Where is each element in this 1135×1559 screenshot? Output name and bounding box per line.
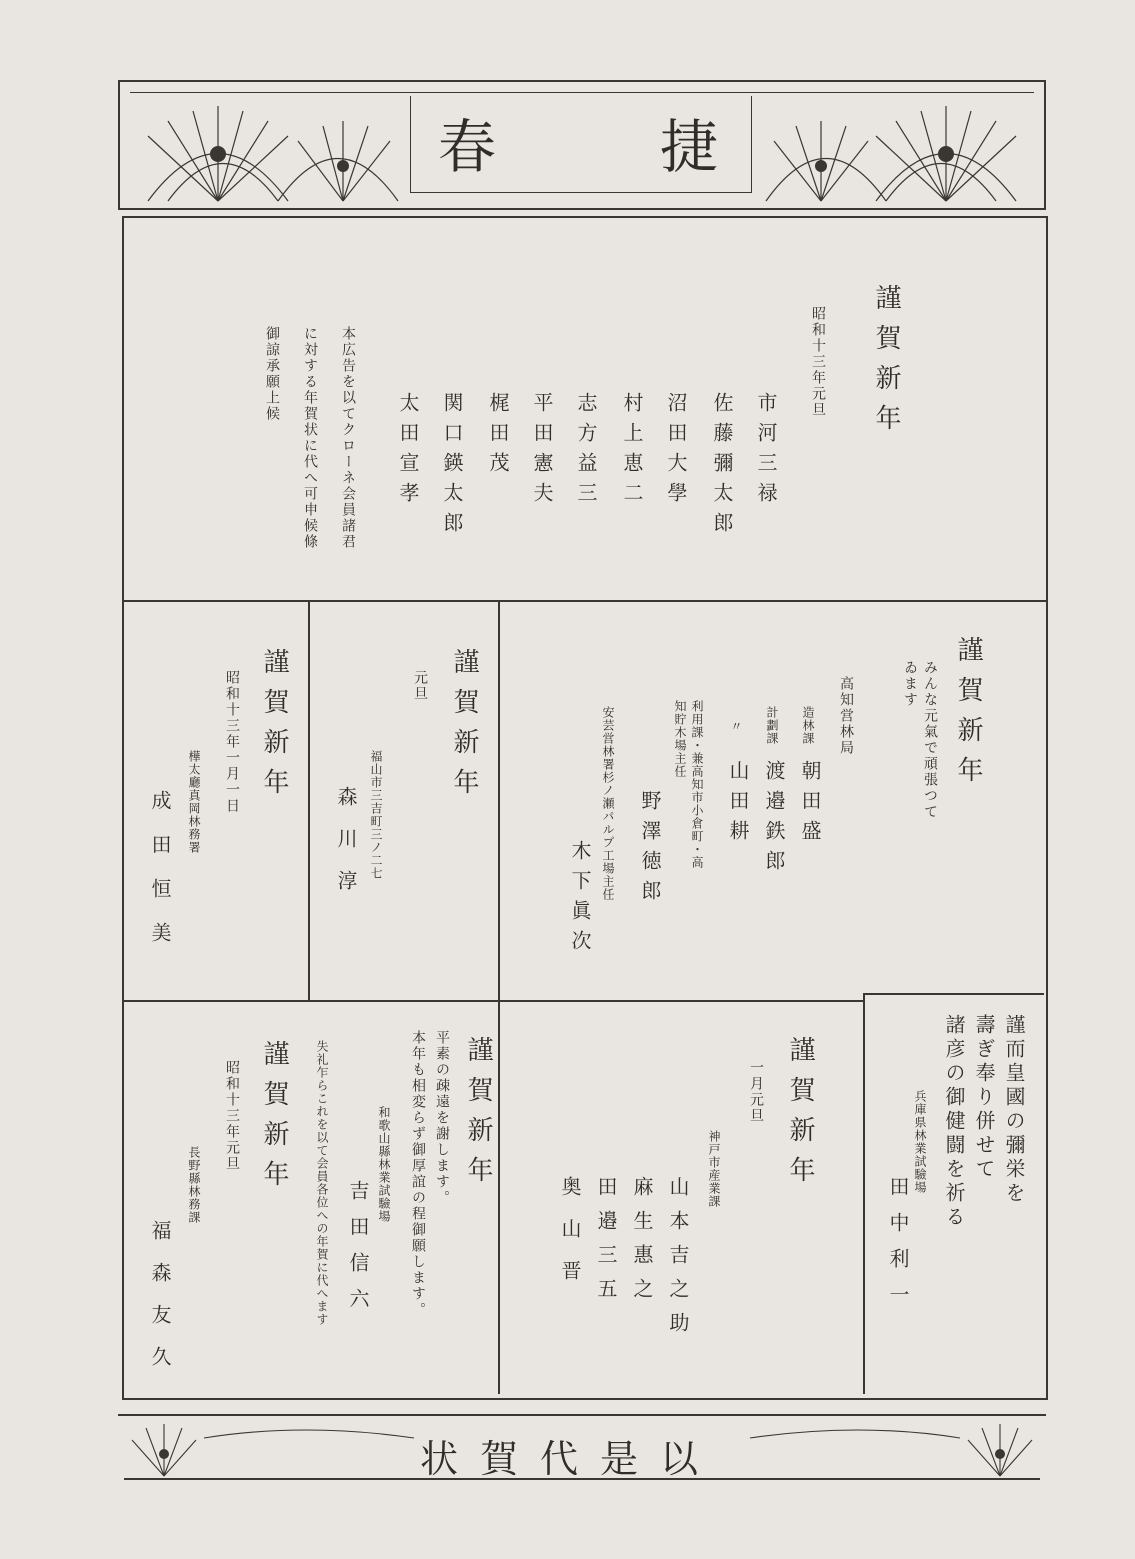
bot-center-greeting: 謹賀新年 xyxy=(463,1036,493,1196)
mid-right-dept-1: 造林課 xyxy=(801,706,815,745)
divider-col-2 xyxy=(498,602,500,1394)
bot-left-org: 長野縣林務課 xyxy=(187,1146,201,1224)
top-name-7: 梶田茂 xyxy=(486,392,510,482)
bot-center-line-1: 平素の疎遠を謝します。 xyxy=(434,1030,450,1206)
bot-cr-name-2: 麻生惠之 xyxy=(630,1176,654,1312)
mid-left-name: 成田恒美 xyxy=(148,790,172,966)
top-greeting: 謹賀新年 xyxy=(871,284,901,444)
bot-left-date: 昭和十三年元旦 xyxy=(224,1060,240,1172)
divider-col-3 xyxy=(863,993,865,1394)
bot-center-org: 和歌山縣林業試驗場 xyxy=(377,1106,391,1223)
bot-cr-name-4: 奥山晋 xyxy=(558,1176,582,1302)
top-name-1: 市河三禄 xyxy=(754,392,778,512)
footer-right-fan xyxy=(740,1418,1040,1480)
bot-cr-name-1: 山本吉之助 xyxy=(666,1176,690,1346)
bot-center-name: 吉田信六 xyxy=(346,1180,370,1324)
bot-cr-name-3: 田邉三五 xyxy=(594,1176,618,1312)
bot-cr-org: 神戸市産業課 xyxy=(707,1130,721,1208)
bot-center-line-2: 本年も相変らず御厚誼の程御願します。 xyxy=(410,1030,426,1318)
top-name-6: 平田憲夫 xyxy=(530,392,554,512)
mid-center-name: 森川淳 xyxy=(334,786,358,912)
mid-right-name-1: 朝田盛 xyxy=(798,760,822,850)
mid-center-greeting: 謹賀新年 xyxy=(449,648,479,808)
mid-left-org: 樺太廳真岡林務署 xyxy=(187,750,201,854)
divider-top xyxy=(124,600,1046,602)
top-name-4: 村上恵二 xyxy=(620,392,644,512)
top-date: 昭和十三年元旦 xyxy=(810,306,826,418)
bot-cr-date: 一月元旦 xyxy=(748,1060,764,1124)
top-name-8: 関口鍈太郎 xyxy=(440,392,464,542)
mid-center-date: 元旦 xyxy=(412,670,428,702)
header-title-right: 捷 xyxy=(660,113,719,181)
divider-col-1 xyxy=(308,602,310,1000)
left-fan-ornament xyxy=(128,96,408,206)
top-note-1: 本広告を以てクローネ会員諸君 xyxy=(340,326,356,550)
bot-cr-greeting: 謹賀新年 xyxy=(785,1036,815,1196)
bot-left-greeting: 謹賀新年 xyxy=(259,1040,289,1200)
top-note-3: 御諒承願上候 xyxy=(264,326,280,422)
mid-center-address: 福山市三吉町三ノ二七 xyxy=(369,750,383,880)
mid-right-name-2: 渡邉鉄郎 xyxy=(762,760,786,880)
mid-right-dept-4: 利用課・兼高知市小倉町・高知貯木場主任 xyxy=(673,700,704,869)
mid-left-greeting: 謹賀新年 xyxy=(259,648,289,808)
mid-right-dept-3: 〃 xyxy=(729,720,743,733)
footer-title: 以是代賀状 xyxy=(419,1437,720,1481)
divider-bottom xyxy=(124,1000,864,1002)
mid-right-dept-2: 計劃課 xyxy=(765,706,779,745)
mid-right-name-5: 木下眞次 xyxy=(568,840,592,960)
mid-right-motto: みんな元氣で頑張つてゐます xyxy=(902,660,938,820)
mid-right-greeting: 謹賀新年 xyxy=(953,636,983,796)
bot-right-line-2: 壽ぎ奉り併せて xyxy=(972,1014,996,1182)
footer-left-fan xyxy=(124,1418,424,1480)
bot-right-name: 田中利一 xyxy=(886,1176,910,1320)
top-name-9: 太田宣孝 xyxy=(396,392,420,512)
mid-right-org: 高知営林局 xyxy=(838,676,854,756)
mid-right-name-3: 山田耕 xyxy=(726,760,750,850)
bot-left-name: 福森友久 xyxy=(148,1220,172,1388)
top-name-5: 志方益三 xyxy=(574,392,598,512)
top-note-2: に対する年賀状に代へ可申候條 xyxy=(302,326,318,550)
header-title-left: 春 xyxy=(438,113,497,181)
bot-center-note: 失礼乍らこれを以て会員各位への年賀に代へます xyxy=(315,1040,329,1326)
bot-right-line-1: 謹而皇國の彌栄を xyxy=(1002,1014,1026,1206)
top-name-3: 沼田大學 xyxy=(664,392,688,512)
mid-left-date: 昭和十三年一月一日 xyxy=(224,670,240,814)
top-name-2: 佐藤彌太郎 xyxy=(710,392,734,542)
bot-right-line-3: 諸彦の御健闘を祈る xyxy=(942,1014,966,1230)
mid-right-dept-5: 安芸営林署杉ノ瀬パルプ工場主任 xyxy=(601,706,615,901)
right-fan-ornament xyxy=(756,96,1036,206)
mid-right-name-4: 野澤徳郎 xyxy=(638,790,662,910)
bot-right-org: 兵庫県林業試驗場 xyxy=(913,1090,927,1194)
